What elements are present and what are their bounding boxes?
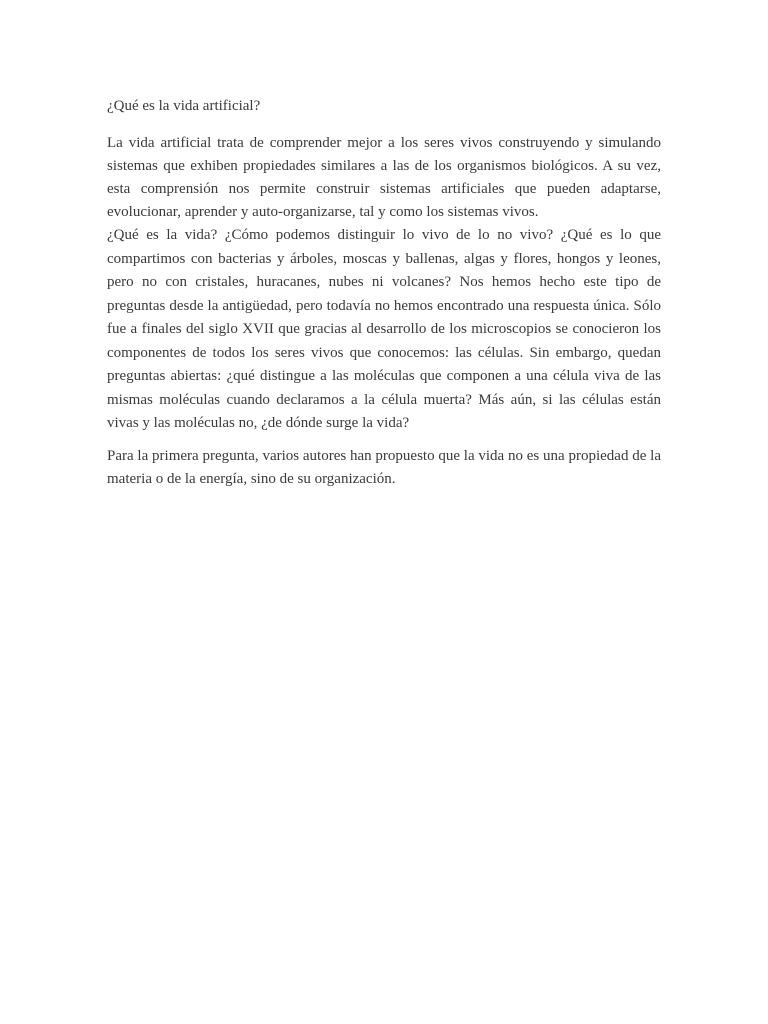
- paragraph-1: La vida artificial trata de comprender mejor a los seres vivos construyendo y simulando sistemas que exhiben propiedades similares a las de los organismos biológicos. A su vez, esta comprensión nos permite construir sistemas artificiales que pueden adaptarse, evolucionar, aprender y auto-organizarse, tal y como los sistemas vivos.: [107, 135, 661, 220]
- document-body: [107, 96, 661, 491]
- paragraph-2: ¿Qué es la vida? ¿Cómo podemos distinguir lo vivo de lo no vivo? ¿Qué es lo que compartimos con bacterias y árboles, moscas y ballenas, algas y flores, hongos y leones, pero no con cristales, huracanes, nubes ni volcanes? Nos hemos hecho este tipo de preguntas desde la antigüedad, pero todavía no hemos encontrado una respuesta única. Sólo fue a finales del siglo XVII que gracias al desarrollo de los microscopios se conocieron los componentes de todos los seres vivos que conocemos: las células. Sin embargo, quedan preguntas abiertas: ¿qué distingue a las moléculas que componen a una célula viva de las mismas moléculas cuando declaramos a la célula muerta? Más aún, si las células están vivas y las moléculas no, ¿de dónde surge la vida?: [107, 227, 661, 431]
- paragraph-3: Para la primera pregunta, varios autores han propuesto que la vida no es una propiedad de la materia o de la energía, sino de su organización.: [107, 447, 661, 487]
- document-title: ¿Qué es la vida artificial?: [107, 98, 261, 114]
